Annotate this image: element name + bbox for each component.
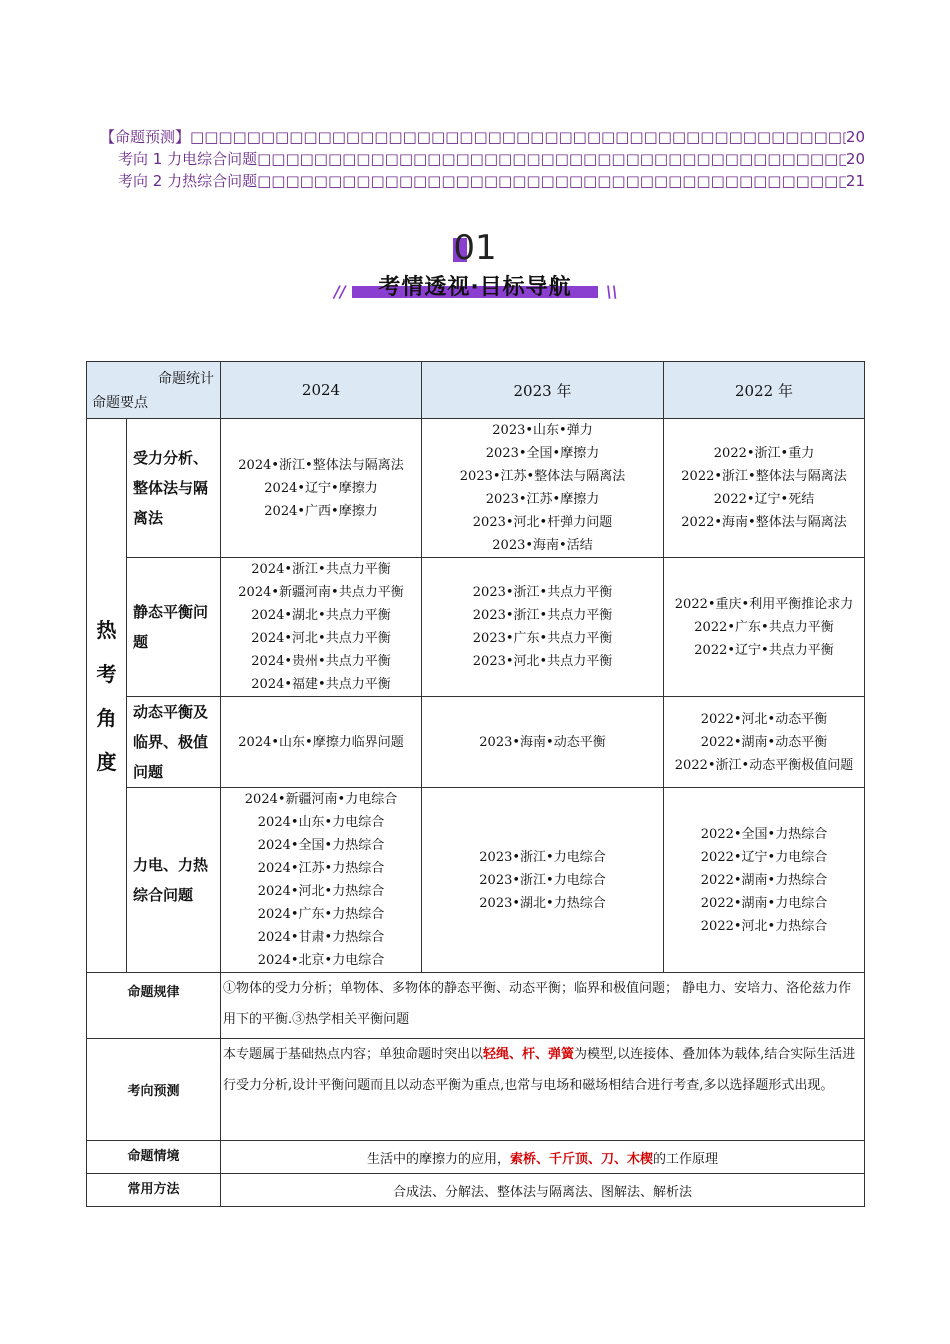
- entry: 2022•海南•整体法与隔离法: [681, 515, 847, 530]
- entry: 2024•河北•共点力平衡: [251, 631, 391, 646]
- entry: 2024•浙江•整体法与隔离法: [238, 457, 404, 473]
- entry: 2023•浙江•共点力平衡: [472, 585, 613, 600]
- forecast-text-part: 本专题属于基础热点内容；单独命题时突出以: [223, 1047, 484, 1062]
- toc-entry-title: 【命题预测】: [100, 128, 191, 146]
- section-title: 考情透视·目标导航: [378, 275, 572, 300]
- header-corner-cell: [87, 362, 221, 419]
- cell-2023: [422, 788, 664, 973]
- topic-cell: 动态平衡及临界、极值问题: [127, 697, 221, 788]
- cell-2024: [221, 697, 422, 788]
- hot-angle-label: [87, 419, 127, 973]
- entry: 2022•辽宁•力电综合: [700, 849, 828, 865]
- cell-2023: [422, 419, 664, 558]
- table-of-contents: [100, 126, 865, 192]
- cell-2024: [221, 788, 422, 973]
- corner-label-points: 命题要点: [92, 395, 148, 411]
- cell-2023: [422, 697, 664, 788]
- entry: 2023•广东•共点力平衡: [472, 631, 613, 646]
- entry: 2024•山东•摩擦力临界问题: [238, 734, 404, 750]
- entry: 2023•浙江•力电综合: [479, 872, 606, 888]
- toc-entry-direction-1[interactable]: [100, 148, 865, 170]
- entry: 2024•新疆河南•共点力平衡: [238, 585, 404, 600]
- cell-2024: [221, 419, 422, 558]
- toc-leader-dots: [257, 170, 846, 192]
- toc-entry-page: 21: [845, 172, 865, 190]
- rule-label: 命题规律: [87, 973, 221, 1039]
- topic-cell: 受力分析、整体法与隔离法: [127, 419, 221, 558]
- toc-entry-direction-2[interactable]: [100, 170, 865, 192]
- entry: 2023•湖北•力热综合: [479, 895, 606, 911]
- entry: 2022•湖南•力热综合: [700, 872, 828, 888]
- entry: 2024•北京•力电综合: [257, 953, 385, 968]
- entry: 2024•广东•力热综合: [257, 907, 385, 922]
- hot-label-char: 热: [96, 617, 117, 642]
- entry: 2022•浙江•整体法与隔离法: [681, 469, 847, 484]
- rule-row: [87, 973, 865, 1039]
- entry: 2023•浙江•力电综合: [479, 849, 606, 865]
- cell-2023: [422, 558, 664, 697]
- entry: 2022•辽宁•共点力平衡: [694, 642, 834, 658]
- corner-label-stat: 命题统计: [158, 371, 214, 387]
- entry: 2022•全国•力热综合: [700, 826, 828, 842]
- topic-cell: 静态平衡问题: [127, 558, 221, 697]
- entry: 2022•湖南•动态平衡: [700, 734, 828, 750]
- slash-decoration-left: //: [334, 282, 346, 301]
- entry: 2022•河北•力热综合: [700, 918, 828, 934]
- entry: 2024•河北•力热综合: [257, 884, 385, 899]
- entry: 2024•全国•力热综合: [257, 838, 385, 853]
- entry: 2022•广东•共点力平衡: [694, 619, 834, 635]
- method-label: 常用方法: [87, 1174, 221, 1207]
- cell-2022: [664, 558, 865, 697]
- hot-label-char: 考: [96, 661, 117, 686]
- entry: 2023•浙江•共点力平衡: [472, 608, 613, 623]
- entry: 2023•海南•活结: [492, 538, 593, 553]
- year-header-2022: 2022 年: [664, 362, 865, 419]
- topic-cell: 力电、力热综合问题: [127, 788, 221, 973]
- cell-2022: [664, 419, 865, 558]
- table-header-row: [87, 362, 865, 419]
- table-row: [87, 419, 865, 558]
- method-text: 合成法、分解法、整体法与隔离法、图解法、解析法: [221, 1174, 865, 1207]
- toc-entry-page: 20: [845, 128, 865, 146]
- toc-entry-page: 20: [845, 150, 865, 168]
- entry: 2024•贵州•共点力平衡: [251, 654, 391, 669]
- toc-leader-dots: [190, 126, 846, 148]
- entry: 2024•广西•摩擦力: [264, 503, 378, 519]
- entry: 2024•福建•共点力平衡: [251, 677, 391, 692]
- year-header-2023: 2023 年: [422, 362, 664, 419]
- table-row: [87, 788, 865, 973]
- entry: 2022•河北•动态平衡: [700, 711, 828, 727]
- toc-entry-title: 考向 2 力热综合问题: [118, 172, 258, 190]
- section-banner: [0, 228, 950, 308]
- scene-highlight: 索桥、千斤顶、刀、木楔: [509, 1151, 653, 1167]
- entry: 2023•山东•弹力: [492, 423, 593, 438]
- hot-label-char: 度: [96, 749, 117, 774]
- hot-label-char: 角: [96, 705, 117, 730]
- slash-decoration-right: \\: [606, 282, 618, 301]
- entry: 2022•浙江•重力: [713, 446, 815, 461]
- exam-analysis-table: [86, 361, 865, 1207]
- forecast-label: 考向预测: [87, 1039, 221, 1141]
- entry: 2023•海南•动态平衡: [479, 734, 606, 750]
- section-number: 01: [453, 228, 497, 268]
- method-row: [87, 1174, 865, 1207]
- entry: 2023•全国•摩擦力: [485, 446, 600, 461]
- entry: 2023•河北•杆弹力问题: [472, 515, 613, 530]
- toc-entry-title: 考向 1 力电综合问题: [118, 150, 258, 168]
- entry: 2024•新疆河南•力电综合: [244, 792, 398, 807]
- toc-leader-dots: [257, 148, 846, 170]
- entry: 2023•江苏•整体法与隔离法: [459, 469, 626, 484]
- cell-2022: [664, 697, 865, 788]
- forecast-text-part: 为模型,以连接体、叠加体为载体,结合实际生活进行受力分析,设计平衡问题而且以动态平衡为重点,也常与电场和磁场相结合进行考查,多以选择题形式出现。: [223, 1047, 856, 1093]
- entry: 2022•重庆•利用平衡推论求力: [674, 596, 854, 612]
- rule-text: ①物体的受力分析；单物体、多物体的静态平衡、动态平衡；临界和极值问题； 静电力、安培力、洛伦兹力作用下的平衡.③热学相关平衡问题: [221, 973, 865, 1039]
- cell-2022: [664, 788, 865, 973]
- toc-entry-prediction[interactable]: [100, 126, 865, 148]
- scene-text-part: 生活中的摩擦力的应用，: [366, 1151, 510, 1167]
- entry: 2024•甘肃•力热综合: [257, 930, 385, 945]
- scene-text: [221, 1141, 865, 1174]
- cell-2024: [221, 558, 422, 697]
- entry: 2024•辽宁•摩擦力: [264, 480, 378, 496]
- forecast-row: [87, 1039, 865, 1141]
- entry: 2024•山东•力电综合: [257, 815, 385, 830]
- entry: 2024•浙江•共点力平衡: [251, 562, 391, 577]
- year-header-2024: 2024: [221, 362, 422, 419]
- table-row: [87, 697, 865, 788]
- table-row: [87, 558, 865, 697]
- entry: 2023•江苏•摩擦力: [485, 492, 600, 507]
- forecast-highlight: 轻绳、杆、弹簧: [483, 1047, 575, 1062]
- entry: 2022•辽宁•死结: [713, 492, 815, 507]
- entry: 2024•湖北•共点力平衡: [251, 608, 391, 623]
- scene-text-part: 的工作原理: [653, 1151, 719, 1167]
- scene-label: 命题情境: [87, 1141, 221, 1174]
- entry: 2023•河北•共点力平衡: [472, 654, 613, 669]
- entry: 2024•江苏•力热综合: [257, 861, 385, 876]
- forecast-text: [221, 1039, 865, 1141]
- entry: 2022•湖南•力电综合: [700, 895, 828, 911]
- scene-row: [87, 1141, 865, 1174]
- entry: 2022•浙江•动态平衡极值问题: [674, 757, 854, 773]
